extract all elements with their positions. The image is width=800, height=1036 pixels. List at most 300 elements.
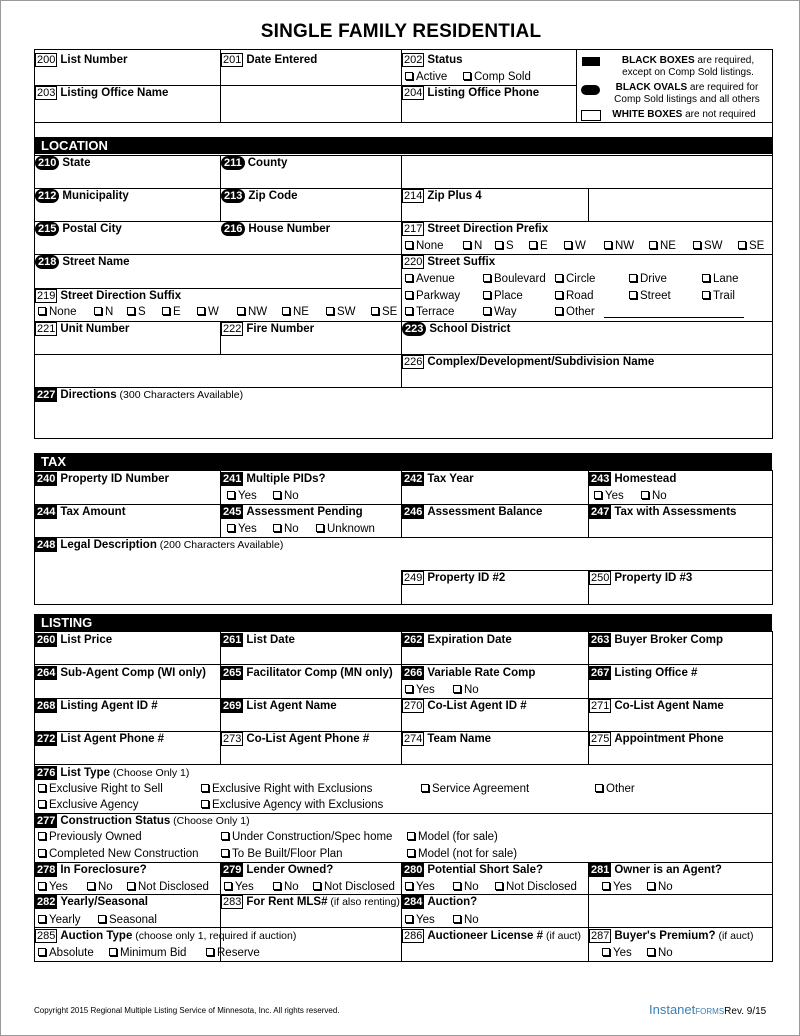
field-261-label: [221, 633, 295, 647]
field-285-label: [35, 929, 296, 943]
checkbox-icon[interactable]: [162, 307, 170, 315]
field-number-badge: 216: [221, 222, 245, 236]
field-number-badge: 274: [404, 733, 423, 745]
field-220-option[interactable]: [702, 272, 739, 286]
legend-black-ovals: BLACK OVALS are required for Comp Sold listings and all others: [614, 82, 760, 105]
checkbox-icon[interactable]: [483, 291, 491, 299]
grid-rule-v: [772, 631, 773, 962]
checkbox-icon[interactable]: [98, 915, 106, 923]
checkbox-icon[interactable]: [647, 882, 655, 890]
field-276-option[interactable]: [38, 798, 139, 812]
field-277-option[interactable]: [38, 830, 142, 844]
field-282-label: [35, 895, 148, 909]
checkbox-icon[interactable]: [38, 882, 46, 890]
checkbox-icon[interactable]: [405, 882, 413, 890]
field-240-label: [35, 472, 169, 486]
checkbox-icon[interactable]: [109, 948, 117, 956]
checkbox-icon[interactable]: [453, 882, 461, 890]
checkbox-icon[interactable]: [555, 291, 563, 299]
checkbox-icon[interactable]: [629, 291, 637, 299]
checkbox-icon[interactable]: [201, 784, 209, 792]
field-219-option[interactable]: [326, 305, 356, 319]
field-218-label: [35, 255, 129, 269]
checkbox-icon[interactable]: [326, 307, 334, 315]
field-268-label: [35, 699, 158, 713]
grid-rule-v: [772, 470, 773, 605]
field-label-text: Auction?: [427, 896, 478, 908]
field-label-text: State: [62, 157, 91, 169]
option-label: Parkway: [416, 290, 461, 302]
field-245-option[interactable]: [273, 522, 299, 536]
field-271-label: [589, 699, 724, 713]
field-number-badge: 271: [591, 700, 610, 712]
checkbox-icon[interactable]: [602, 882, 610, 890]
checkbox-icon[interactable]: [702, 274, 710, 282]
option-label: Minimum Bid: [120, 947, 187, 959]
field-278-option[interactable]: [38, 880, 68, 894]
checkbox-icon[interactable]: [463, 241, 471, 249]
field-270-label: [402, 699, 527, 713]
grid-rule-h: [34, 664, 773, 665]
field-219-label: [35, 289, 181, 303]
field-245-option[interactable]: [316, 522, 375, 536]
checkbox-icon[interactable]: [371, 307, 379, 315]
option-label: Exclusive Right with Exclusions: [212, 783, 373, 795]
option-label: No: [652, 490, 667, 502]
field-277-option[interactable]: [221, 847, 343, 861]
option-label: SW: [337, 306, 356, 318]
checkbox-icon[interactable]: [127, 882, 135, 890]
field-219-option[interactable]: [127, 305, 146, 319]
checkbox-icon[interactable]: [38, 784, 46, 792]
checkbox-icon[interactable]: [313, 882, 321, 890]
field-number-badge: 211: [221, 156, 245, 170]
field-220-option[interactable]: [629, 289, 671, 303]
checkbox-icon[interactable]: [629, 274, 637, 282]
checkbox-icon[interactable]: [224, 882, 232, 890]
option-label: Lane: [713, 273, 739, 285]
checkbox-icon[interactable]: [201, 800, 209, 808]
option-label: Active: [416, 71, 448, 83]
field-number-badge: 263: [591, 634, 610, 646]
option-label: Completed New Construction: [49, 848, 199, 860]
checkbox-icon[interactable]: [495, 882, 503, 890]
field-285-option[interactable]: [206, 946, 260, 960]
field-label-text: Auctioneer License #: [427, 930, 544, 942]
field-272-label: [35, 732, 164, 746]
field-220-option[interactable]: [555, 289, 594, 303]
checkbox-icon[interactable]: [273, 882, 281, 890]
checkbox-icon[interactable]: [495, 241, 503, 249]
field-241-option[interactable]: [273, 489, 299, 503]
checkbox-icon[interactable]: [127, 307, 135, 315]
legend-black-oval-swatch: [581, 85, 600, 95]
section-listing: LISTING: [34, 614, 772, 631]
field-number-badge: 204: [404, 87, 423, 99]
option-label: No: [464, 684, 479, 696]
field-279-option[interactable]: [224, 880, 254, 894]
field-number-badge: 243: [591, 473, 610, 485]
field-284-option[interactable]: [453, 913, 479, 927]
field-label-text: Unit Number: [60, 323, 130, 335]
field-number-badge: 218: [35, 255, 59, 269]
field-280-label: [402, 863, 543, 877]
field-212-label: [35, 189, 129, 203]
field-label-text: Sub-Agent Comp (WI only): [60, 667, 207, 679]
field-number-badge: 286: [404, 930, 423, 942]
field-277-option[interactable]: [221, 830, 392, 844]
field-note: (Choose Only 1): [110, 767, 190, 779]
option-label: Terrace: [416, 306, 455, 318]
checkbox-icon[interactable]: [227, 524, 235, 532]
field-226-label: [402, 355, 654, 369]
field-label-text: For Rent MLS#: [246, 896, 328, 908]
grid-rule-h: [34, 470, 773, 471]
field-number-badge: 223: [402, 322, 426, 336]
field-214-label: [402, 189, 482, 203]
field-279-option[interactable]: [313, 880, 395, 894]
field-278-option[interactable]: [87, 880, 113, 894]
checkbox-icon[interactable]: [87, 882, 95, 890]
option-label: Yearly: [49, 914, 81, 926]
field-label-text: List Type: [60, 767, 110, 779]
field-220-option[interactable]: [629, 272, 667, 286]
field-label-text: Zip Code: [248, 190, 298, 202]
field-202-option[interactable]: [405, 70, 447, 84]
field-label-text: Listing Agent ID #: [60, 700, 158, 712]
checkbox-icon[interactable]: [483, 307, 491, 315]
checkbox-icon[interactable]: [463, 72, 471, 80]
field-number-badge: 261: [223, 634, 242, 646]
field-243-option[interactable]: [594, 489, 624, 503]
field-277-option[interactable]: [407, 847, 517, 861]
field-241-label: [221, 472, 326, 486]
field-266-option[interactable]: [405, 683, 435, 697]
field-277-option[interactable]: [407, 830, 498, 844]
field-label-text: Complex/Development/Subdivision Name: [427, 356, 655, 368]
option-label: S: [138, 306, 146, 318]
field-label-text: Zip Plus 4: [427, 190, 482, 202]
checkbox-icon[interactable]: [453, 915, 461, 923]
grid-rule-h: [34, 764, 773, 765]
checkbox-icon[interactable]: [483, 274, 491, 282]
field-280-option[interactable]: [405, 880, 435, 894]
field-number-badge: 220: [404, 256, 423, 268]
field-220-option[interactable]: [405, 305, 454, 319]
checkbox-icon[interactable]: [282, 307, 290, 315]
checkbox-icon[interactable]: [555, 274, 563, 282]
field-label-text: Tax with Assessments: [614, 506, 737, 518]
field-200-label: [35, 53, 127, 67]
field-276-option[interactable]: [595, 782, 635, 796]
field-220-option[interactable]: [555, 305, 595, 319]
field-219-option[interactable]: [94, 305, 113, 319]
field-284-option[interactable]: [405, 913, 435, 927]
field-220-option[interactable]: [483, 305, 517, 319]
field-label-text: Multiple PIDs?: [246, 473, 326, 485]
option-label: None: [49, 306, 77, 318]
checkbox-icon[interactable]: [38, 948, 46, 956]
option-label: NE: [660, 240, 676, 252]
option-label: Place: [494, 290, 523, 302]
field-219-option[interactable]: [38, 305, 77, 319]
field-note: (300 Characters Available): [116, 389, 244, 401]
option-label: Service Agreement: [432, 783, 530, 795]
checkbox-icon[interactable]: [405, 291, 413, 299]
checkbox-icon[interactable]: [316, 524, 324, 532]
field-number-badge: 212: [35, 189, 59, 203]
field-227-label: [35, 388, 243, 402]
field-label-text: Property ID #2: [427, 572, 506, 584]
field-label-text: Property ID Number: [60, 473, 169, 485]
grid-rule-v: [588, 188, 589, 222]
grid-rule-v: [588, 862, 589, 962]
field-287-option[interactable]: [647, 946, 673, 960]
field-278-label: [35, 863, 147, 877]
checkbox-icon[interactable]: [564, 241, 572, 249]
field-280-option[interactable]: [453, 880, 479, 894]
checkbox-icon[interactable]: [421, 784, 429, 792]
field-220-option[interactable]: [405, 272, 455, 286]
field-202-option[interactable]: [463, 70, 531, 84]
field-label-text: Property ID #3: [614, 572, 693, 584]
field-277-option[interactable]: [38, 847, 199, 861]
field-285-option[interactable]: [38, 946, 94, 960]
field-217-option[interactable]: [529, 239, 548, 253]
other-write-in-line[interactable]: [604, 317, 744, 318]
field-219-option[interactable]: [282, 305, 309, 319]
field-281-option[interactable]: [647, 880, 673, 894]
field-285-option[interactable]: [109, 946, 186, 960]
checkbox-icon[interactable]: [594, 491, 602, 499]
field-217-option[interactable]: [564, 239, 586, 253]
field-number-badge: 276: [37, 767, 56, 779]
option-label: Exclusive Agency: [49, 799, 139, 811]
field-label-text: Listing Office Phone: [427, 87, 540, 99]
checkbox-icon[interactable]: [407, 849, 415, 857]
field-220-option[interactable]: [405, 289, 460, 303]
checkbox-icon[interactable]: [405, 915, 413, 923]
option-label: NW: [615, 240, 635, 252]
option-label: Comp Sold: [474, 71, 531, 83]
field-220-option[interactable]: [555, 272, 595, 286]
field-203-label: [35, 86, 168, 100]
option-label: E: [173, 306, 181, 318]
field-260-label: [35, 633, 112, 647]
option-label: E: [540, 240, 548, 252]
field-201-label: [221, 53, 317, 67]
field-label-text: Directions: [60, 389, 117, 401]
checkbox-icon[interactable]: [405, 274, 413, 282]
field-222-label: [221, 322, 314, 336]
option-label: Yes: [613, 947, 632, 959]
checkbox-icon[interactable]: [641, 491, 649, 499]
checkbox-icon[interactable]: [197, 307, 205, 315]
field-number-badge: 248: [37, 539, 56, 551]
field-219-option[interactable]: [197, 305, 219, 319]
field-label-text: Postal City: [62, 223, 122, 235]
field-label-text: Street Name: [62, 256, 130, 268]
checkbox-icon[interactable]: [453, 685, 461, 693]
field-276-option[interactable]: [201, 798, 383, 812]
field-number-badge: 265: [223, 667, 242, 679]
option-label: No: [464, 881, 479, 893]
field-280-option[interactable]: [495, 880, 577, 894]
option-label: Other: [566, 306, 595, 318]
option-label: Yes: [613, 881, 632, 893]
checkbox-icon[interactable]: [38, 307, 46, 315]
field-250-label: [589, 571, 692, 585]
field-217-option[interactable]: [604, 239, 634, 253]
field-241-option[interactable]: [227, 489, 257, 503]
option-label: S: [506, 240, 514, 252]
field-number-badge: 226: [404, 356, 423, 368]
field-label-text: Buyer Broker Comp: [614, 634, 723, 646]
field-number-badge: 281: [591, 864, 610, 876]
field-220-label: [402, 255, 495, 269]
field-219-option[interactable]: [237, 305, 267, 319]
field-note: (if also renting): [327, 896, 400, 908]
checkbox-icon[interactable]: [529, 241, 537, 249]
page-title: SINGLE FAMILY RESIDENTIAL: [260, 21, 542, 42]
field-266-option[interactable]: [453, 683, 479, 697]
field-283-label: [221, 895, 400, 909]
option-label: Model (not for sale): [418, 848, 518, 860]
field-220-option[interactable]: [483, 289, 523, 303]
checkbox-icon[interactable]: [602, 948, 610, 956]
checkbox-icon[interactable]: [38, 849, 46, 857]
checkbox-icon[interactable]: [405, 72, 413, 80]
field-246-label: [402, 505, 542, 519]
field-number-badge: 213: [221, 189, 245, 203]
field-276-option[interactable]: [38, 782, 163, 796]
field-number-badge: 277: [37, 815, 56, 827]
field-label-text: Street Direction Suffix: [60, 290, 182, 302]
field-245-option[interactable]: [227, 522, 257, 536]
section-location: LOCATION: [34, 137, 772, 154]
field-number-badge: 242: [404, 473, 423, 485]
field-label-text: Co-List Agent Phone #: [246, 733, 370, 745]
option-label: Street: [640, 290, 671, 302]
field-220-option[interactable]: [702, 289, 735, 303]
option-label: Avenue: [416, 273, 455, 285]
option-label: Boulevard: [494, 273, 546, 285]
checkbox-icon[interactable]: [647, 948, 655, 956]
checkbox-icon[interactable]: [206, 948, 214, 956]
field-276-option[interactable]: [201, 782, 372, 796]
checkbox-icon[interactable]: [38, 915, 46, 923]
checkbox-icon[interactable]: [38, 800, 46, 808]
checkbox-icon[interactable]: [237, 307, 245, 315]
grid-rule-v: [34, 631, 35, 962]
field-label-text: List Number: [60, 54, 128, 66]
checkbox-icon[interactable]: [693, 241, 701, 249]
footer-copyright: Copyright 2015 Regional Multiple Listing Service of Minnesota, Inc. All rights reserved.: [34, 1006, 340, 1015]
grid-rule-v: [401, 862, 402, 962]
field-278-option[interactable]: [127, 880, 209, 894]
grid-rule-v: [34, 49, 35, 439]
checkbox-icon[interactable]: [649, 241, 657, 249]
field-244-label: [35, 505, 126, 519]
field-number-badge: 249: [404, 572, 423, 584]
checkbox-icon[interactable]: [227, 491, 235, 499]
field-221-label: [35, 322, 129, 336]
checkbox-icon[interactable]: [604, 241, 612, 249]
checkbox-icon[interactable]: [405, 241, 413, 249]
field-217-option[interactable]: [463, 239, 482, 253]
option-label: Previously Owned: [49, 831, 142, 843]
checkbox-icon[interactable]: [738, 241, 746, 249]
checkbox-icon[interactable]: [405, 685, 413, 693]
field-219-option[interactable]: [162, 305, 181, 319]
option-label: Circle: [566, 273, 596, 285]
field-282-option[interactable]: [38, 913, 81, 927]
checkbox-icon[interactable]: [273, 491, 281, 499]
field-263-label: [589, 633, 723, 647]
field-243-option[interactable]: [641, 489, 667, 503]
checkbox-icon[interactable]: [273, 524, 281, 532]
legend-white-boxes: WHITE BOXES are not required: [612, 109, 756, 120]
field-217-option[interactable]: [693, 239, 723, 253]
field-287-option[interactable]: [602, 946, 632, 960]
field-label-text: List Agent Name: [246, 700, 337, 712]
field-220-option[interactable]: [483, 272, 546, 286]
field-276-option[interactable]: [421, 782, 529, 796]
field-286-label: [402, 929, 581, 943]
field-217-option[interactable]: [738, 239, 764, 253]
checkbox-icon[interactable]: [94, 307, 102, 315]
option-label: Not Disclosed: [506, 881, 577, 893]
checkbox-icon[interactable]: [595, 784, 603, 792]
option-label: No: [284, 490, 299, 502]
option-label: Under Construction/Spec home: [232, 831, 393, 843]
field-211-label: [221, 156, 287, 170]
field-note: (Choose Only 1): [170, 815, 250, 827]
checkbox-icon[interactable]: [702, 291, 710, 299]
checkbox-icon[interactable]: [221, 849, 229, 857]
checkbox-icon[interactable]: [407, 832, 415, 840]
field-label-text: Tax Amount: [60, 506, 126, 518]
field-266-label: [402, 666, 535, 680]
field-217-option[interactable]: [495, 239, 514, 253]
field-number-badge: 283: [223, 896, 242, 908]
field-219-option[interactable]: [371, 305, 397, 319]
checkbox-icon[interactable]: [405, 307, 413, 315]
field-label-text: Municipality: [62, 190, 129, 202]
field-247-label: [589, 505, 736, 519]
grid-rule-h: [34, 631, 773, 632]
option-label: Yes: [238, 490, 257, 502]
field-number-badge: 217: [404, 223, 423, 235]
legend-black-box-swatch: [582, 57, 600, 66]
field-213-label: [221, 189, 298, 203]
checkbox-icon[interactable]: [38, 832, 46, 840]
field-281-option[interactable]: [602, 880, 632, 894]
field-282-option[interactable]: [98, 913, 157, 927]
field-243-label: [589, 472, 676, 486]
option-label: SW: [704, 240, 723, 252]
checkbox-icon[interactable]: [221, 832, 229, 840]
field-label-text: List Price: [60, 634, 113, 646]
field-217-option[interactable]: [405, 239, 444, 253]
checkbox-icon[interactable]: [555, 307, 563, 315]
option-label: Yes: [416, 684, 435, 696]
field-217-option[interactable]: [649, 239, 676, 253]
field-279-option[interactable]: [273, 880, 299, 894]
field-284-label: [402, 895, 477, 909]
field-number-badge: 214: [404, 190, 423, 202]
field-number-badge: 219: [37, 290, 56, 302]
